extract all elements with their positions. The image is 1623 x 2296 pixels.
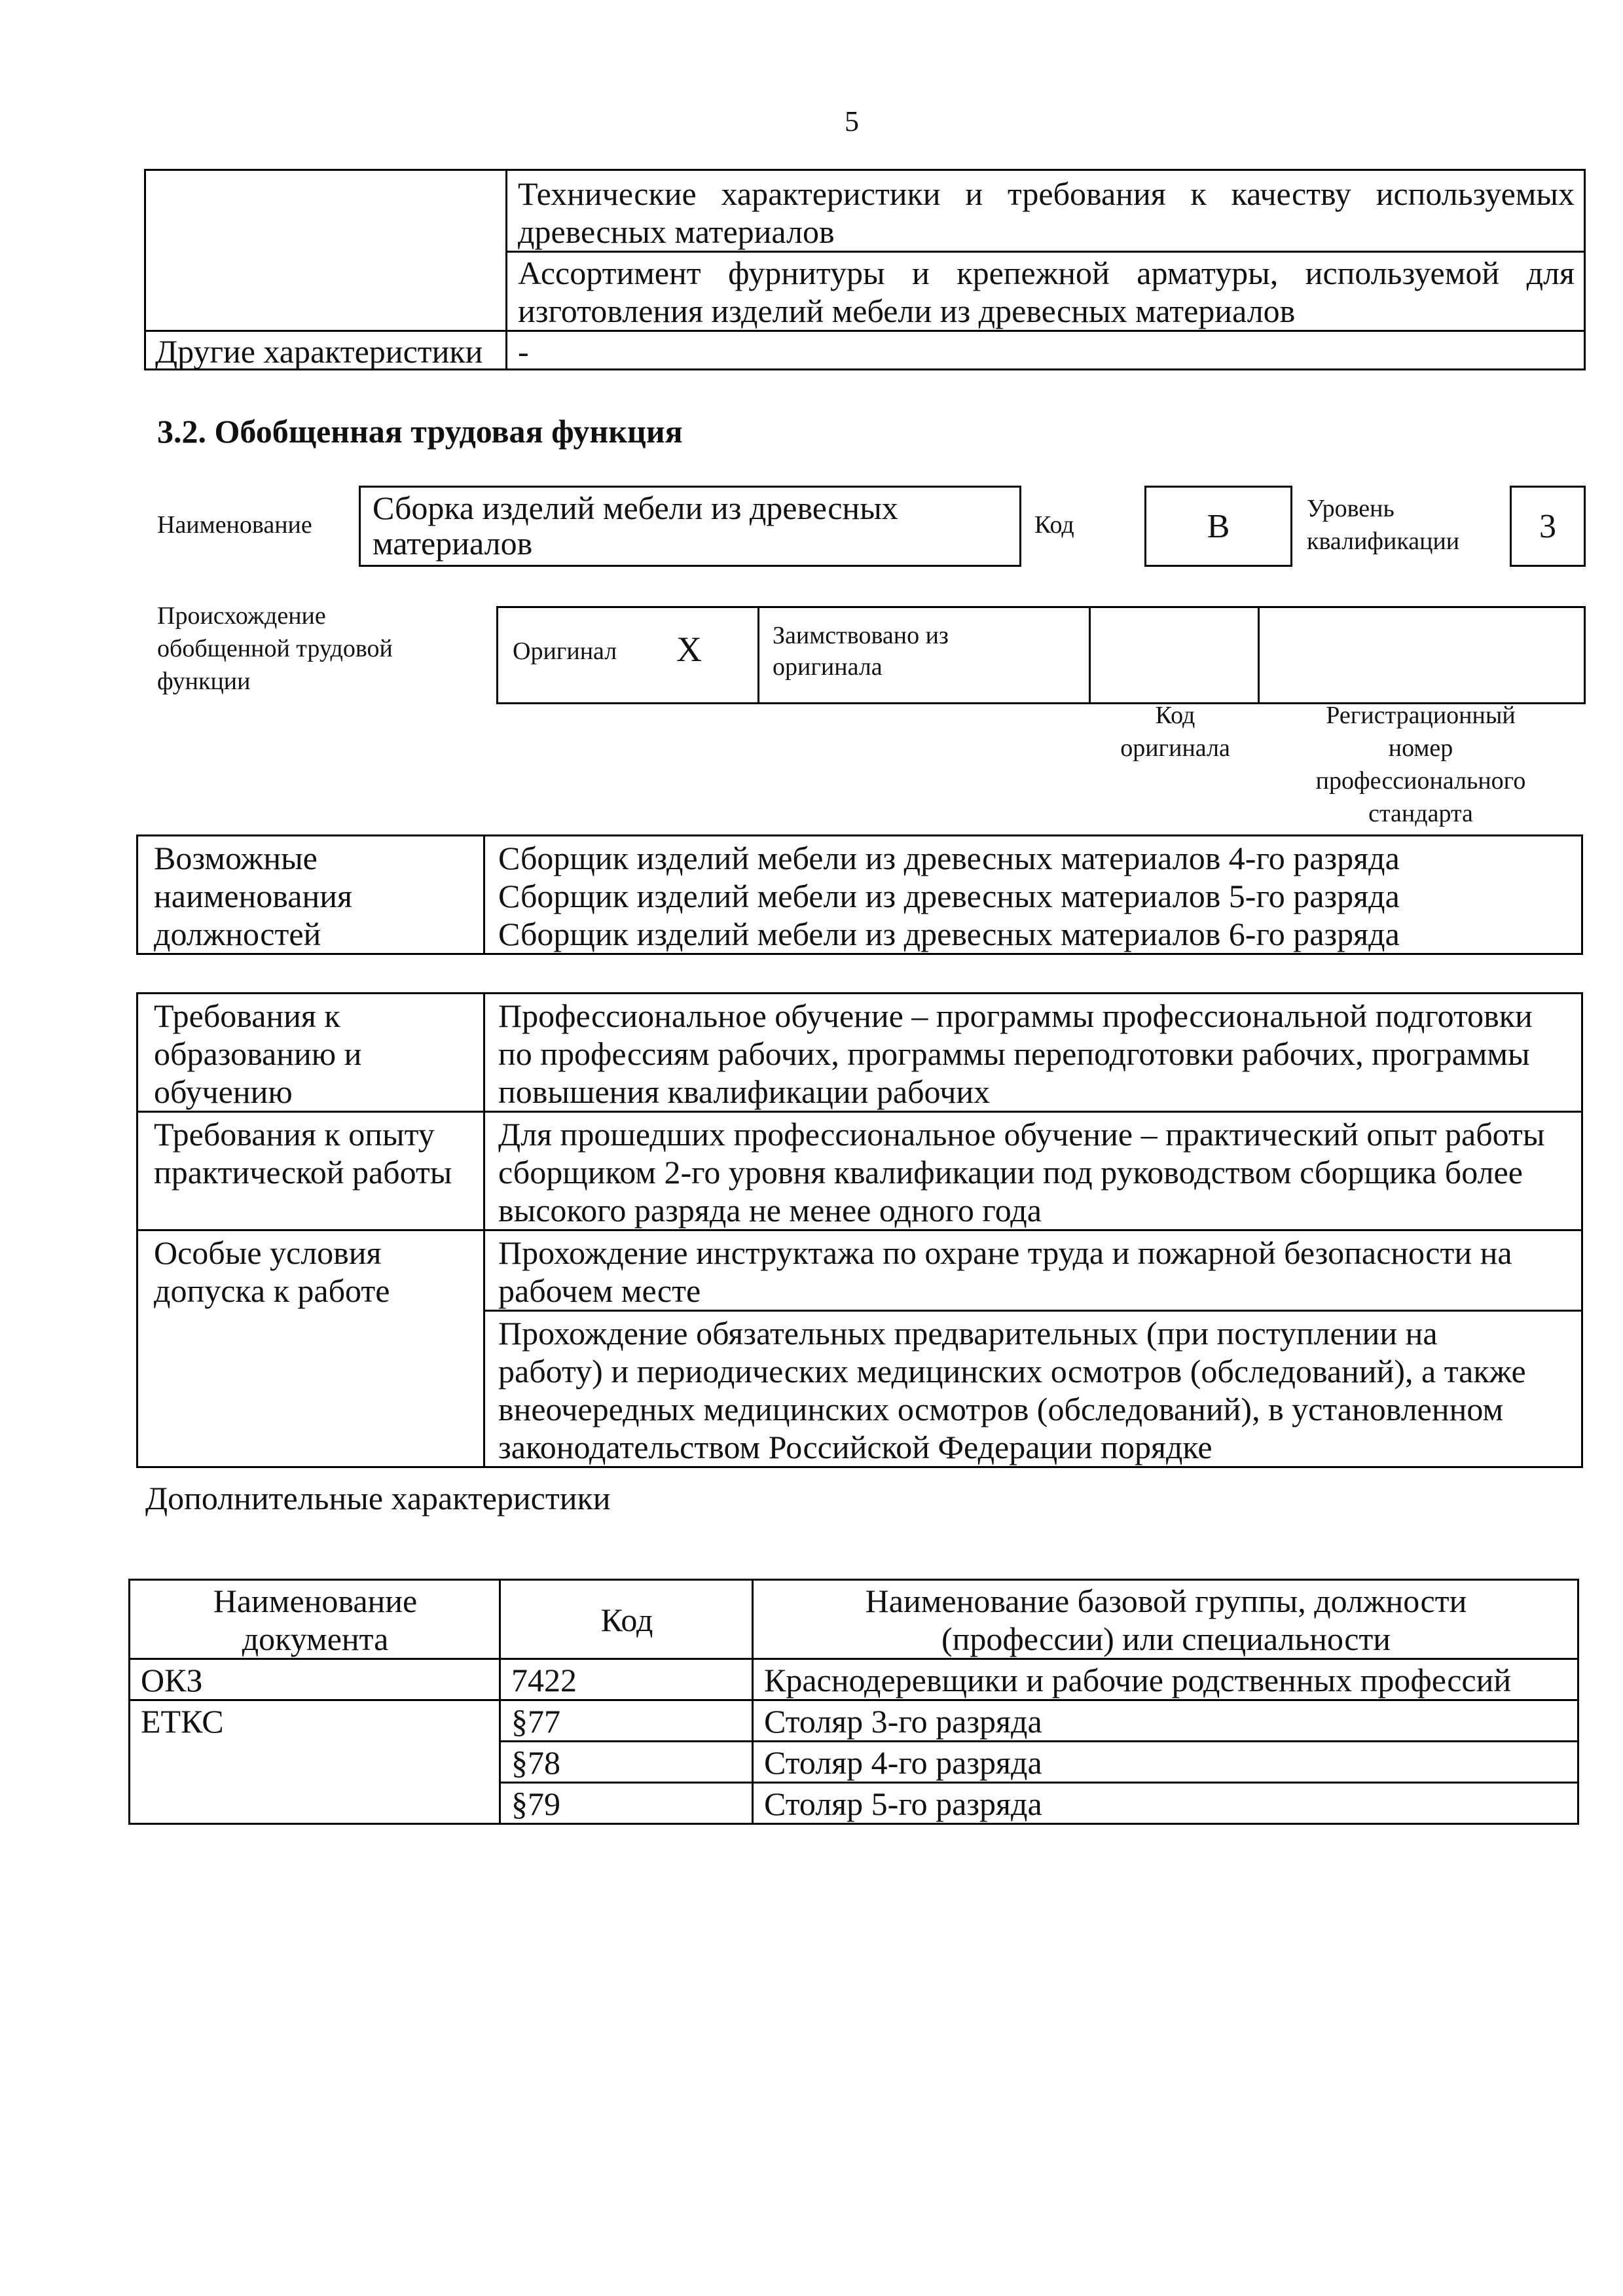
additional-heading: Дополнительные характеристики xyxy=(145,1480,611,1516)
cell-name: Столяр 3-го разряда xyxy=(753,1700,1578,1742)
origin-label xyxy=(157,600,393,698)
table-cell-empty xyxy=(145,170,507,331)
position-item: Сборщик изделий мебели из древесных материалов 4-го разряда xyxy=(498,840,1400,876)
header-name xyxy=(753,1580,1578,1659)
borrowed-label-line-1: Заимствовано из xyxy=(773,622,949,649)
education-value-line-2: по профессиям рабочих, программы переподготовки рабочих, программы xyxy=(498,1035,1530,1072)
experience-label-line-2: практической работы xyxy=(154,1154,452,1191)
admission-b-line-1: Прохождение обязательных предварительных (при поступлении на xyxy=(498,1315,1438,1352)
fittings-line-2: изготовления изделий мебели из древесных материалов xyxy=(518,293,1296,329)
other-characteristics-value: - xyxy=(507,331,1585,370)
registration-number-cell xyxy=(1258,608,1260,702)
function-code-box xyxy=(1144,486,1292,567)
education-label xyxy=(137,994,484,1112)
tech-line-2: древесных материалов xyxy=(518,213,835,250)
admission-value-b xyxy=(484,1311,1582,1467)
header-name-line-1: Наименование базовой группы, должности xyxy=(865,1583,1467,1619)
code-label: Код xyxy=(1034,511,1074,539)
origin-row xyxy=(496,606,1586,704)
cell-name: Краснодеревщики и рабочие родственных профессий xyxy=(753,1659,1578,1700)
table-row xyxy=(137,1112,1582,1230)
code-caption-line-2: оригинала xyxy=(1120,734,1230,762)
reg-caption-line-3: профессионального xyxy=(1315,767,1526,795)
admission-value-a xyxy=(484,1230,1582,1311)
cell-code: §78 xyxy=(500,1742,753,1783)
education-value-line-1: Профессиональное обучение – программы профессиональной подготовки xyxy=(498,997,1533,1034)
origin-label-line-3: функции xyxy=(157,668,251,695)
level-box xyxy=(1510,486,1586,567)
borrowed-label-line-2: оригинала xyxy=(773,653,883,681)
table-row xyxy=(145,331,1585,370)
positions-label-line-3: должностей xyxy=(154,916,321,952)
admission-label-line-1: Особые условия xyxy=(154,1234,382,1271)
admission-b-line-3: внеочередных медицинских осмотров (обследований), в установленном xyxy=(498,1391,1504,1427)
table-row xyxy=(130,1659,1578,1700)
admission-a-line-2: рабочем месте xyxy=(498,1272,701,1309)
header-doc-line-2: документа xyxy=(242,1621,389,1657)
cell-doc: ЕТКС xyxy=(130,1700,500,1824)
table-cell xyxy=(507,252,1585,331)
cell-name: Столяр 5-го разряда xyxy=(753,1783,1578,1824)
experience-value xyxy=(484,1112,1582,1230)
education-label-line-1: Требования к xyxy=(154,997,340,1034)
name-label: Наименование xyxy=(157,511,312,539)
cell-code: §79 xyxy=(500,1783,753,1824)
table-row xyxy=(137,994,1582,1112)
education-label-line-2: образованию и xyxy=(154,1035,362,1072)
level-label-line-2: квалификации xyxy=(1307,528,1460,555)
table-row xyxy=(145,170,1585,252)
admission-label-line-2: допуска к работе xyxy=(154,1272,390,1309)
experience-label xyxy=(137,1112,484,1230)
section-title: 3.2. Обобщенная трудовая функция xyxy=(157,413,683,450)
other-characteristics-label: Другие характеристики xyxy=(145,331,507,370)
reg-caption-line-1: Регистрационный xyxy=(1326,702,1516,729)
admission-b-line-4: законодательством Российской Федерации порядке xyxy=(498,1429,1213,1465)
top-characteristics-table xyxy=(144,169,1586,370)
position-item: Сборщик изделий мебели из древесных материалов 5-го разряда xyxy=(498,878,1400,914)
admission-b-line-2: работу) и периодических медицинских осмотров (обследований), а также xyxy=(498,1353,1526,1390)
experience-label-line-1: Требования к опыту xyxy=(154,1116,435,1153)
fittings-line-1: Ассортимент фурнитуры и крепежной арматуры, используемой для xyxy=(518,255,1575,291)
positions-value xyxy=(484,836,1582,954)
header-doc xyxy=(130,1580,500,1659)
positions-table xyxy=(136,834,1583,955)
admission-a-line-1: Прохождение инструктажа по охране труда и пожарной безопасности на xyxy=(498,1234,1512,1271)
cell-code: 7422 xyxy=(500,1659,753,1700)
origin-label-line-1: Происхождение xyxy=(157,602,326,630)
borrowed-cell xyxy=(757,608,949,702)
positions-label xyxy=(137,836,484,954)
table-row xyxy=(137,1230,1582,1311)
experience-value-line-3: высокого разряда не менее одного года xyxy=(498,1192,1042,1229)
registration-caption xyxy=(1277,699,1565,830)
experience-value-line-2: сборщиком 2-го уровня квалификации под руководством сборщика более xyxy=(498,1154,1523,1191)
level-label-line-1: Уровень xyxy=(1307,495,1395,522)
function-name-box xyxy=(359,486,1021,567)
table-header-row xyxy=(130,1580,1578,1659)
cell-doc: ОКЗ xyxy=(130,1659,500,1700)
requirements-table xyxy=(136,992,1583,1468)
cell-code: §77 xyxy=(500,1700,753,1742)
experience-value-line-1: Для прошедших профессиональное обучение – практический опыт работы xyxy=(498,1116,1545,1153)
page-number: 5 xyxy=(845,105,859,137)
education-value xyxy=(484,994,1582,1112)
table-row xyxy=(137,836,1582,954)
positions-label-line-2: наименования xyxy=(154,878,352,914)
origin-label-line-2: обобщенной трудовой xyxy=(157,635,393,662)
table-cell xyxy=(507,170,1585,252)
function-name-value: Сборка изделий мебели из древесных материалов xyxy=(373,490,898,562)
borrowed-label xyxy=(773,620,1048,683)
original-label: Оригинал xyxy=(513,637,617,665)
header-code-text: Код xyxy=(600,1602,653,1638)
cell-name: Столяр 4-го разряда xyxy=(753,1742,1578,1783)
header-name-line-2: (профессии) или специальности xyxy=(941,1621,1391,1657)
reg-caption-line-2: номер xyxy=(1388,734,1453,762)
additional-table xyxy=(128,1579,1579,1825)
admission-label xyxy=(137,1230,484,1467)
reg-caption-line-4: стандарта xyxy=(1368,800,1473,827)
tech-line-1: Технические характеристики и требования к качеству используемых xyxy=(518,175,1575,212)
header-doc-line-1: Наименование xyxy=(213,1583,418,1619)
level-value: 3 xyxy=(1539,507,1556,545)
original-code-cell xyxy=(1089,608,1091,702)
code-caption-line-1: Код xyxy=(1155,702,1195,729)
education-value-line-3: повышения квалификации рабочих xyxy=(498,1073,991,1110)
level-label xyxy=(1307,492,1459,558)
original-mark: X xyxy=(676,630,702,669)
position-item: Сборщик изделий мебели из древесных материалов 6-го разряда xyxy=(498,916,1400,952)
positions-label-line-1: Возможные xyxy=(154,840,318,876)
function-code-value: B xyxy=(1207,507,1230,545)
education-label-line-3: обучению xyxy=(154,1073,293,1110)
header-code xyxy=(500,1580,753,1659)
original-code-caption xyxy=(1087,699,1264,764)
table-row xyxy=(130,1700,1578,1742)
